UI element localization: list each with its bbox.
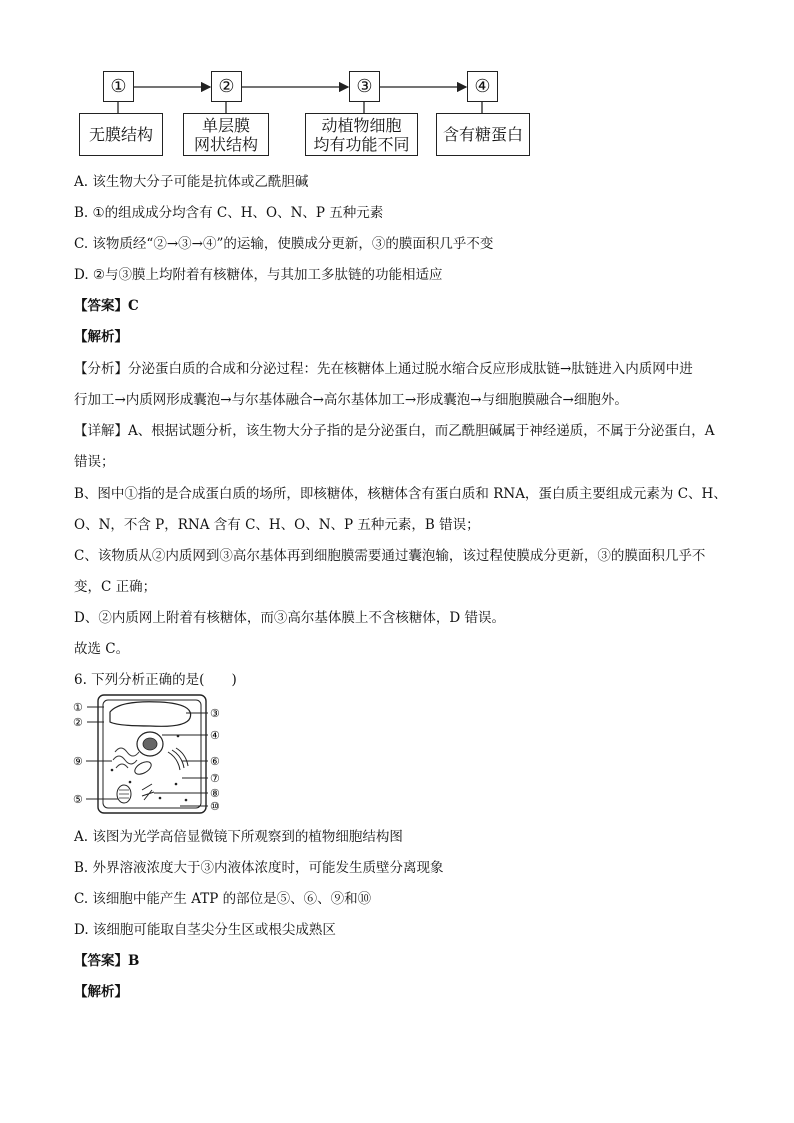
q5-answer: 【答案】C: [74, 298, 139, 314]
q5-analysis-line-1: 【分析】分泌蛋白质的合成和分泌过程：先在核糖体上通过脱水缩合反应形成肽链→肽链进入内质网中进: [74, 361, 693, 377]
q6-answer: 【答案】B: [74, 953, 140, 969]
ribosome-dot: [175, 783, 178, 786]
q5-analysis-line-6: O、N，不含 P，RNA 含有 C、H、O、N、P 五种元素，B 错误；: [74, 517, 480, 533]
flow-node-3: ③: [349, 71, 380, 102]
q5-analysis-line-10: 故选 C。: [74, 641, 130, 657]
q6-analysis-title: 【解析】: [74, 984, 128, 1000]
q5-option-d: D. ②与③膜上均附着有核糖体，与其加工多肽链的功能相适应: [74, 267, 443, 283]
q6-option-a: A. 该图为光学高倍显微镜下所观察到的植物细胞结构图: [74, 829, 403, 845]
nucleolus: [143, 738, 157, 750]
cell-label-7: ⑦: [210, 772, 220, 785]
ribosome-dot: [159, 797, 162, 800]
q5-option-c: C. 该物质经“②→③→④”的运输，使膜成分更新，③的膜面积几乎不变: [74, 236, 494, 252]
ribosome-dot: [129, 781, 132, 784]
q6-option-c: C. 该细胞中能产生 ATP 的部位是⑤、⑥、⑨和⑩: [74, 891, 372, 907]
flow-label-4: 含有糖蛋白: [436, 113, 530, 156]
cell-label-4: ④: [210, 729, 220, 742]
centrosome: [142, 784, 154, 800]
ribosome-dot: [185, 799, 188, 802]
q5-analysis-line-5: B、图中①指的是合成蛋白质的场所，即核糖体，核糖体含有蛋白质和 RNA，蛋白质主要组成元素为 C、H、: [74, 486, 727, 502]
q6-option-b: B. 外界溶液浓度大于③内液体浓度时，可能发生质壁分离现象: [74, 860, 444, 876]
q5-analysis-line-4: 错误；: [74, 454, 115, 470]
q5-analysis-line-7: C、该物质从②内质网到③高尔基体再到细胞膜需要通过囊泡输，该过程使膜成分更新，③的膜面积几乎不: [74, 548, 706, 564]
q5-analysis-line-9: D、②内质网上附着有核糖体，而③高尔基体膜上不含核糖体，D 错误。: [74, 610, 505, 626]
vacuole: [110, 702, 191, 727]
endoplasmic-reticulum: [113, 748, 139, 768]
golgi-apparatus: [168, 748, 188, 770]
cell-label-9: ⑨: [73, 755, 83, 768]
cell-label-8: ⑧: [210, 787, 220, 800]
cell-label-6: ⑥: [210, 755, 220, 768]
cell-label-3: ③: [210, 707, 220, 720]
flow-node-2: ②: [211, 71, 242, 102]
flow-label-1: 无膜结构: [79, 113, 163, 156]
flow-label-2: 单层膜 网状结构: [183, 113, 269, 156]
q6-stem: 6. 下列分析正确的是( ): [74, 672, 237, 688]
flow-node-1: ①: [103, 71, 134, 102]
q5-analysis-title: 【解析】: [74, 329, 128, 345]
q5-option-b: B. ①的组成成分均含有 C、H、O、N、P 五种元素: [74, 205, 384, 221]
mitochondrion-cristae: [119, 790, 129, 798]
flow-label-3: 动植物细胞 均有功能不同: [305, 113, 418, 156]
q5-analysis-line-3: 【详解】A、根据试题分析，该生物大分子指的是分泌蛋白，而乙酰胆碱属于神经递质，不属于分泌蛋白，A: [74, 423, 715, 439]
q6-option-d: D. 该细胞可能取自茎尖分生区或根尖成熟区: [74, 922, 336, 938]
cell-label-10: ⑩: [210, 800, 220, 813]
flow-node-4: ④: [467, 71, 498, 102]
cell-label-5: ⑤: [73, 793, 83, 806]
q5-analysis-line-2: 行加工→内质网形成囊泡→与尔基体融合→高尔基体加工→形成囊泡→与细胞膜融合→细胞外。: [74, 392, 628, 408]
cell-label-1: ①: [73, 701, 83, 714]
ribosome-dot: [111, 769, 114, 772]
cell-label-2: ②: [73, 716, 83, 729]
q5-analysis-line-8: 变，C 正确；: [74, 579, 157, 595]
q5-option-a: A. 该生物大分子可能是抗体或乙酰胆碱: [74, 174, 309, 190]
